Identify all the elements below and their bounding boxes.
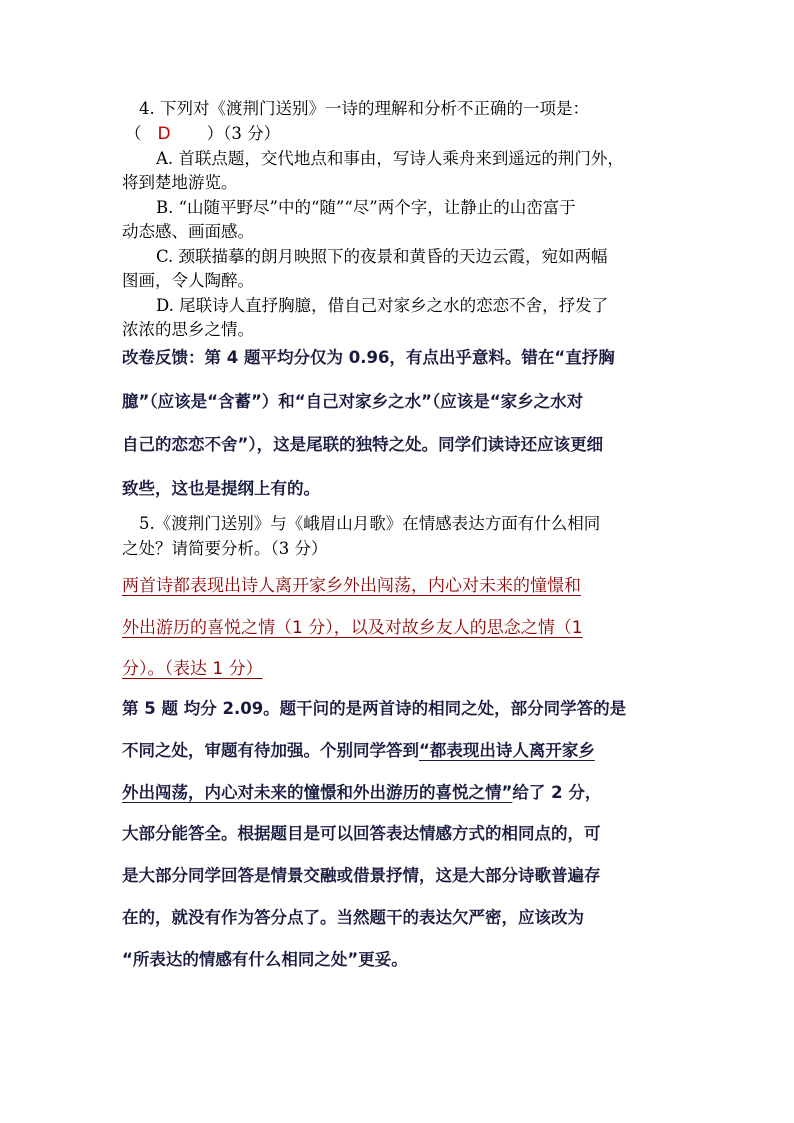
q4-stem: 4. 下列对《渡荆门送别》一诗的理解和分析不正确的一项是： [139,99,589,118]
q4-option-a-line2: 将到楚地游览。 [122,173,238,192]
q5-feedback-line6: 在的，就没有作为答分点了。当然题干的表达欠严密，应该改为 [122,908,584,927]
q5-feedback-line5: 是大部分同学回答是情景交融或借景抒情，这是大部分诗歌普遍存 [122,866,601,885]
q4-blank-line [125,122,280,146]
q4-feedback-line1: 改卷反馈：第 4 题平均分仅为 0.96，有点出乎意料。错在“直抒胸 [122,348,615,367]
q5-feedback-line7: “所表达的情感有什么相同之处”更妥。 [122,950,408,969]
q5-feedback-line2 [122,739,595,763]
q5-feedback-quote-part1: “都表现出诗人离开家乡 [419,741,595,760]
q4-option-b-line2: 动态感、画面感。 [122,222,254,241]
q4-option-c-line1: C. 颈联描摹的朗月映照下的夜景和黄昏的天边云霞，宛如两幅 [156,247,608,266]
q4-option-c-line2: 图画，令人陶醉。 [122,271,254,290]
q4-feedback-line2: 臆”（应该是“含蓄”）和“自己对家乡之水”（应该是“家乡之水对 [122,392,584,411]
q5-feedback-line1: 第 5 题 均分 2.09。题干问的是两首诗的相同之处，部分同学答的是 [122,699,627,718]
q4-option-d-line2: 浓浓的思乡之情。 [122,320,254,339]
q4-option-d-line1: D. 尾联诗人直抒胸臆，借自己对家乡之水的恋恋不舍，抒发了 [156,296,609,315]
q5-feedback-line3 [122,781,601,805]
q5-answer-line1: 两首诗都表现出诗人离开家乡外出闯荡，内心对未来的憧憬和 [122,576,581,596]
q4-blank-open: （ [125,124,142,143]
q4-answer: D [157,124,171,144]
q4-option-b-line1: B. “山随平野尽”中的“随”“尽”两个字，让静止的山峦富于 [156,198,576,217]
q5-feedback-quote-part2: 外出闯荡，内心对未来的憧憬和外出游历的喜悦之情” [122,783,513,802]
q5-stem-line1: 5.《渡荆门送别》与《峨眉山月歌》在情感表达方面有什么相同 [139,514,601,533]
q4-blank-close: ）（3 分） [206,124,281,143]
q5-feedback-line4: 大部分能答全。根据题目是可以回答表达情感方式的相同点的，可 [122,824,601,843]
q4-feedback-line4: 致些，这也是提纲上有的。 [122,479,320,498]
q4-feedback-line3: 自己的恋恋不舍”），这是尾联的独特之处。同学们读诗还应该更细 [122,435,604,454]
q5-stem-line2: 之处？请简要分析。（3 分） [122,539,328,558]
q5-feedback-line3-rest: 给了 2 分， [512,783,602,802]
q5-feedback-line2-text: 不同之处，审题有待加强。个别同学答到 [122,741,419,760]
q5-answer-line3: 分）。（表达 1 分） [122,659,263,679]
q4-option-a-line1: A. 首联点题，交代地点和事由，写诗人乘舟来到遥远的荆门外， [156,149,624,168]
q5-answer-line2: 外出游历的喜悦之情（1 分），以及对故乡友人的思念之情（1 [122,618,583,638]
